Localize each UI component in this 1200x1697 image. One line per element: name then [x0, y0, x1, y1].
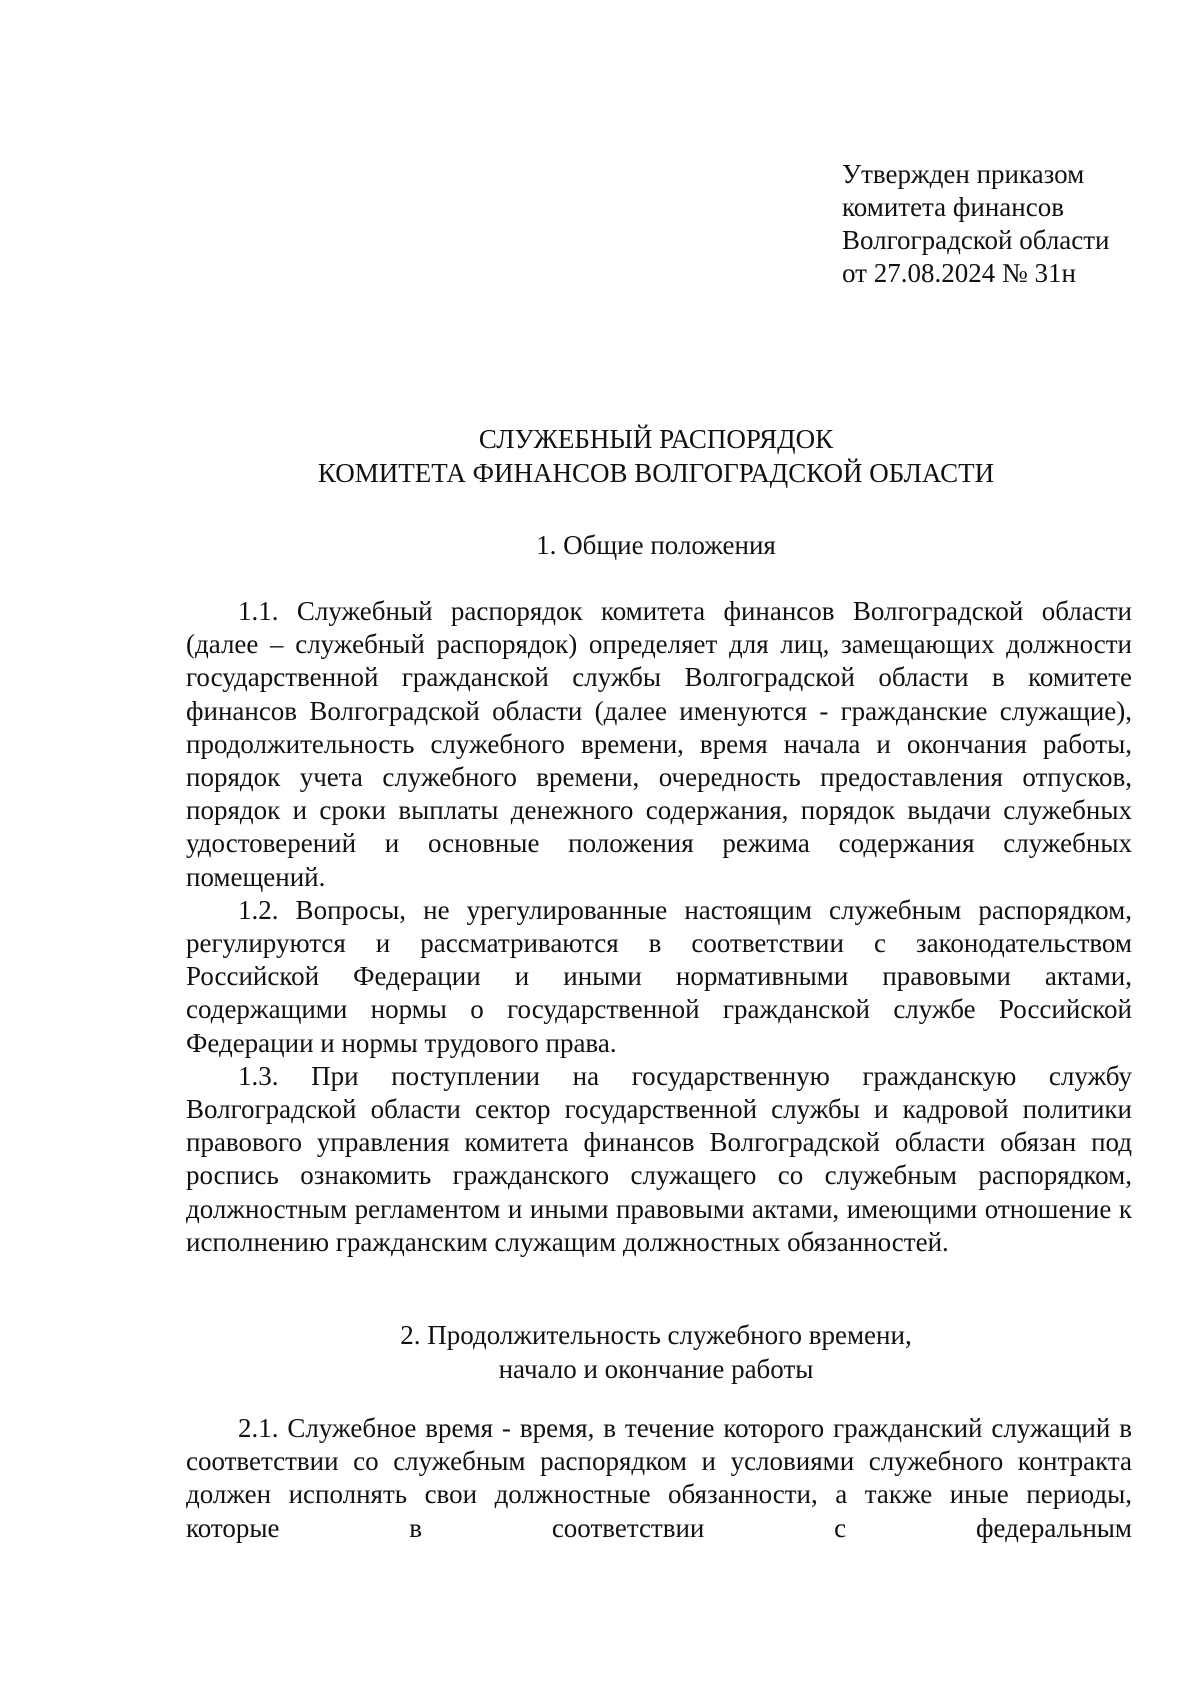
document-title: [186, 422, 1126, 490]
approval-line: комитета финансов: [842, 192, 1064, 222]
approval-stamp-block: [842, 158, 1162, 290]
paragraph-1-1: 1.1. Служебный распорядок комитета финансов Волгоградской области (далее – служебный распорядок) определяет для лиц, замещающих должности государственной гражданской службы Волгоградской области в комитете финансов Волгоградской области (далее именуются - гражданские служащие), продолжительность служебного времени, время начала и окончания работы, порядок учета служебного времени, очередность предоставления отпусков, порядок и сроки выплаты денежного содержания, порядок выдачи служебных удостоверений и основные положения режима содержания служебных помещений.: [186, 596, 1132, 892]
paragraph-1-2: 1.2. Вопросы, не урегулированные настоящим служебным распорядком, регулируются и рассматриваются в соответствии с законодательством Российской Федерации и иными нормативными правовыми актами, содержащими нормы о государственной гражданской службе Российской Федерации и нормы трудового права.: [186, 894, 1132, 1058]
document-title-line-2: КОМИТЕТА ФИНАНСОВ ВОЛГОГРАДСКОЙ ОБЛАСТИ: [317, 458, 995, 488]
paragraph-2-1: 2.1. Служебное время - время, в течение которого гражданский служащий в соответствии со служебным распорядком и условиями служебного контракта должен исполнять свои должностные обязанности, а также иные периоды, которые в соответствии с федеральным: [186, 1413, 1132, 1543]
approval-line: от 27.08.2024 № 31н: [842, 258, 1076, 288]
section-1-body: [186, 595, 1132, 1259]
section-2-heading-line-1: 2. Продолжительность служебного времени,: [400, 1320, 912, 1350]
approval-line: Волгоградской области: [842, 225, 1110, 255]
section-1-heading: 1. Общие положения: [536, 530, 776, 560]
section-2-heading-line-2: начало и окончание работы: [498, 1354, 814, 1384]
approval-line: Утвержден приказом: [842, 159, 1085, 189]
paragraph-1-3: 1.3. При поступлении на государственную гражданскую службу Волгоградской области сектор государственной службы и кадровой политики правового управления комитета финансов Волгоградской области обязан под роспись ознакомить гражданского служащего со служебным распорядком, должностным регламентом и иными правовыми актами, имеющими отношение к исполнению гражданским служащим должностных обязанностей.: [186, 1060, 1132, 1257]
document-title-line-1: СЛУЖЕБНЫЙ РАСПОРЯДОК: [478, 424, 834, 454]
section-2-body: [186, 1412, 1132, 1545]
section-2-heading: [186, 1318, 1126, 1386]
